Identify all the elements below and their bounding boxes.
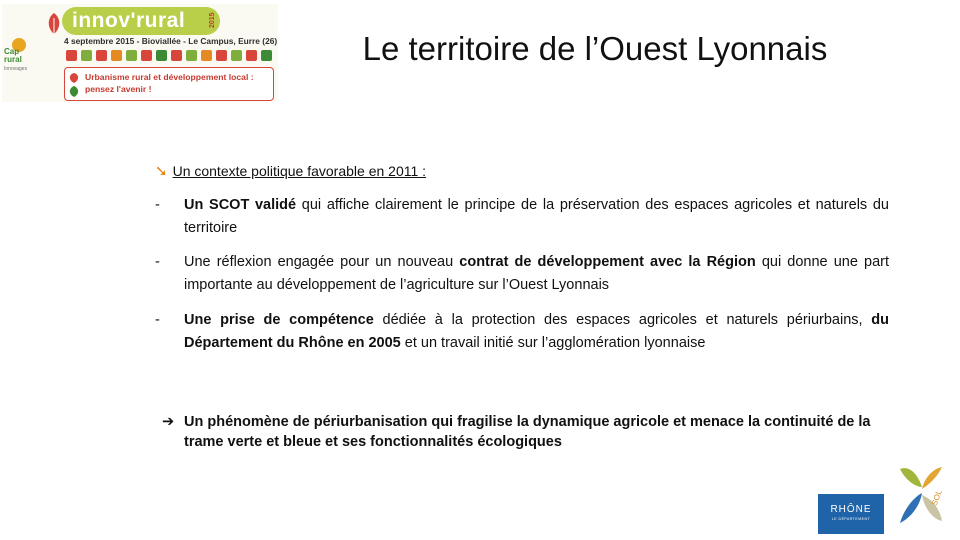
tree-icon bbox=[126, 50, 137, 61]
event-title: innov'rural bbox=[62, 7, 220, 35]
bullet-item bbox=[155, 251, 889, 297]
bullet-text bbox=[184, 309, 889, 355]
hand-icon bbox=[141, 50, 152, 61]
hand-icon bbox=[216, 50, 227, 61]
event-date-line: 4 septembre 2015 - Bioviallée - Le Campus, Eurre (26) bbox=[64, 36, 278, 46]
bullet-normal: qui affiche clairement le principe de la préservation des espaces agricoles et naturels du territoire bbox=[184, 197, 889, 236]
theme-line2: pensez l'avenir ! bbox=[85, 84, 152, 94]
conclusion bbox=[162, 412, 890, 452]
theme-line1: Urbanisme rural et développement local : bbox=[85, 72, 254, 82]
bullet-text bbox=[184, 251, 889, 297]
tree-icon bbox=[81, 50, 92, 61]
sol-logo-text: SOL bbox=[929, 488, 944, 507]
bullet-bold: Une prise de compétence bbox=[184, 312, 374, 328]
cap-logo-line2: rural bbox=[4, 55, 22, 64]
bullet-dash: - bbox=[155, 197, 160, 213]
rhone-department-logo bbox=[818, 494, 884, 534]
bullet-normal: Une réflexion engagée pour un nouveau bbox=[184, 254, 460, 270]
cap-logo-sub: Innovages bbox=[4, 66, 28, 72]
section-heading-row bbox=[155, 162, 426, 180]
bullet-normal: et un travail initié sur l’agglomération lyonnaise bbox=[400, 335, 706, 351]
leaf-icon bbox=[46, 12, 62, 36]
hand-icon bbox=[171, 50, 182, 61]
hand-icon bbox=[246, 50, 257, 61]
bullet-dash: - bbox=[155, 312, 160, 328]
page-title: Le territoire de l’Ouest Lyonnais bbox=[362, 30, 828, 67]
theme-box bbox=[64, 67, 274, 101]
bullet-normal: dédiée à la protection des espaces agricoles et naturels périurbains, bbox=[373, 312, 872, 328]
theme-icon-row bbox=[64, 49, 278, 63]
sol-x-logo bbox=[896, 461, 946, 531]
house-icon bbox=[201, 50, 212, 61]
cap-rural-logo bbox=[4, 36, 38, 74]
bullet-bold: du Département du Rhône en 2005 bbox=[184, 312, 890, 351]
tree-icon bbox=[186, 50, 197, 61]
bullet-dash: - bbox=[155, 254, 160, 270]
hand-icon bbox=[66, 50, 77, 61]
section-heading: Un contexte politique favorable en 2011 : bbox=[172, 163, 427, 179]
bullet-normal: qui donne une part importante au développement de l’agriculture sur l’Ouest Lyonnais bbox=[184, 254, 889, 293]
right-arrow-icon: ➔ bbox=[162, 414, 175, 430]
hand-icon bbox=[96, 50, 107, 61]
house-icon bbox=[111, 50, 122, 61]
rhone-logo-name: RHÔNE bbox=[830, 504, 872, 515]
event-year: 2015 bbox=[209, 12, 216, 28]
innov-rural-banner bbox=[2, 4, 278, 102]
rhone-logo-sub: LE DÉPARTEMENT bbox=[831, 517, 871, 521]
orange-arrow-icon: ➘ bbox=[155, 163, 168, 180]
cap-logo-line1: Cap bbox=[4, 47, 20, 56]
leaf-icon bbox=[261, 50, 272, 61]
conclusion-text: Un phénomène de périurbanisation qui fragilise la dynamique agricole et menace la continuité de la trame verte et bleue et ses fonctionnalités écologiques bbox=[184, 414, 871, 450]
bullet-item bbox=[155, 309, 889, 355]
bullet-bold: contrat de développement avec la Région bbox=[459, 254, 756, 270]
bullet-bold: Un SCOT validé bbox=[184, 197, 297, 213]
leaf-icon bbox=[156, 50, 167, 61]
bullet-item bbox=[155, 194, 889, 240]
tree-icon bbox=[231, 50, 242, 61]
bullet-text bbox=[184, 194, 889, 240]
leaves-icon bbox=[68, 72, 80, 98]
